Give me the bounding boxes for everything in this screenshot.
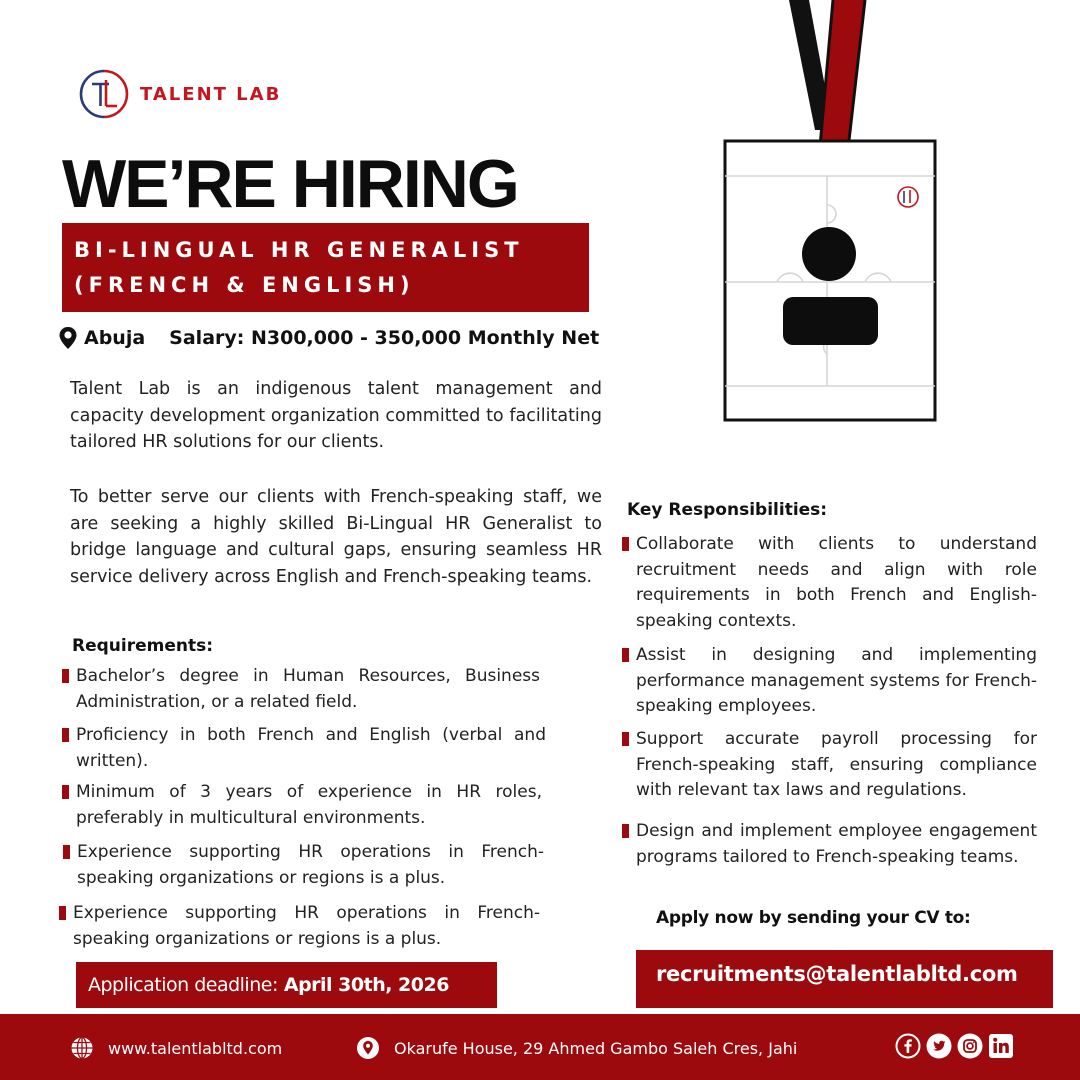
twitter-icon[interactable]	[926, 1033, 952, 1059]
intro-paragraph-2: To better serve our clients with French-speaking staff, we are seeking a highly skilled Bi-Lingual HR Generalist to bridge language and cultural gaps, ensuring seamless HR service delivery across English and French-speaking teams.	[70, 487, 602, 587]
bullet-marker	[622, 824, 629, 838]
requirements-title: Requirements:	[72, 636, 214, 656]
facebook-icon[interactable]	[895, 1033, 921, 1059]
page-title: WE’RE HIRING	[62, 146, 518, 222]
apply-instruction: Apply now by sending your CV to:	[656, 908, 971, 928]
requirement-item: Experience supporting HR operations in French-speaking organizations or regions is a plus.	[77, 840, 544, 891]
bullet-marker	[62, 669, 69, 683]
location-pin-icon	[58, 326, 78, 350]
bullet-marker	[63, 845, 70, 859]
responsibility-item: Support accurate payroll processing for French-speaking staff, ensuring compliance with relevant tax laws and regulations.	[636, 727, 1037, 804]
social-links	[895, 1033, 1014, 1059]
salary-text: Salary: N300,000 - 350,000 Monthly Net	[169, 327, 600, 349]
intro-paragraph-1: Talent Lab is an indigenous talent management and capacity development organization committed to facilitating tailored HR solutions for our clients.	[70, 379, 602, 452]
role-title-line1: BI-LINGUAL HR GENERALIST	[74, 238, 524, 262]
bullet-marker	[622, 537, 629, 551]
location-pin-icon	[356, 1036, 380, 1060]
responsibilities-title: Key Responsibilities:	[627, 500, 828, 520]
role-banner	[62, 223, 589, 312]
requirement-item: Proficiency in both French and English (verbal and written).	[76, 723, 546, 774]
id-badge-illustration	[715, 0, 945, 430]
footer-address-text: Okarufe House, 29 Ahmed Gambo Saleh Cres, Jahi	[394, 1038, 798, 1058]
requirement-item: Bachelor’s degree in Human Resources, Business Administration, or a related field.	[76, 664, 540, 715]
linkedin-icon[interactable]	[988, 1033, 1014, 1059]
requirement-item: Experience supporting HR operations in French-speaking organizations or regions is a plus.	[73, 901, 540, 952]
bullet-marker	[59, 906, 66, 920]
deadline-date: April 30th, 2026	[283, 974, 449, 996]
responsibility-item: Collaborate with clients to understand recruitment needs and align with role requirements in both French and English-speaking contexts.	[636, 532, 1037, 634]
deadline-label: Application deadline:	[88, 974, 278, 996]
bullet-marker	[62, 728, 69, 742]
talent-lab-logo-icon	[78, 68, 130, 120]
footer-address	[356, 1036, 797, 1060]
bullet-marker	[62, 785, 69, 799]
footer-website-text: www.talentlabltd.com	[108, 1038, 283, 1058]
role-title-line2: (FRENCH & ENGLISH)	[74, 273, 415, 297]
brand-name: TALENT LAB	[140, 83, 282, 105]
responsibility-item: Assist in designing and implementing performance management systems for French-speaking employees.	[636, 643, 1037, 720]
apply-email-link[interactable]: recruitments@talentlabltd.com	[636, 950, 1053, 1008]
footer-website[interactable]	[70, 1036, 282, 1060]
location-salary-row	[58, 326, 599, 350]
location-city: Abuja	[84, 327, 146, 349]
instagram-icon[interactable]	[957, 1033, 983, 1059]
responsibility-item: Design and implement employee engagement programs tailored to French-speaking teams.	[636, 819, 1037, 870]
bullet-marker	[622, 648, 629, 662]
bullet-marker	[622, 732, 629, 746]
application-deadline-banner	[76, 962, 497, 1008]
requirement-item: Minimum of 3 years of experience in HR roles, preferably in multicultural environments.	[76, 780, 542, 831]
footer-bar	[0, 1014, 1080, 1080]
brand-logo	[78, 66, 281, 122]
globe-icon	[70, 1036, 94, 1060]
